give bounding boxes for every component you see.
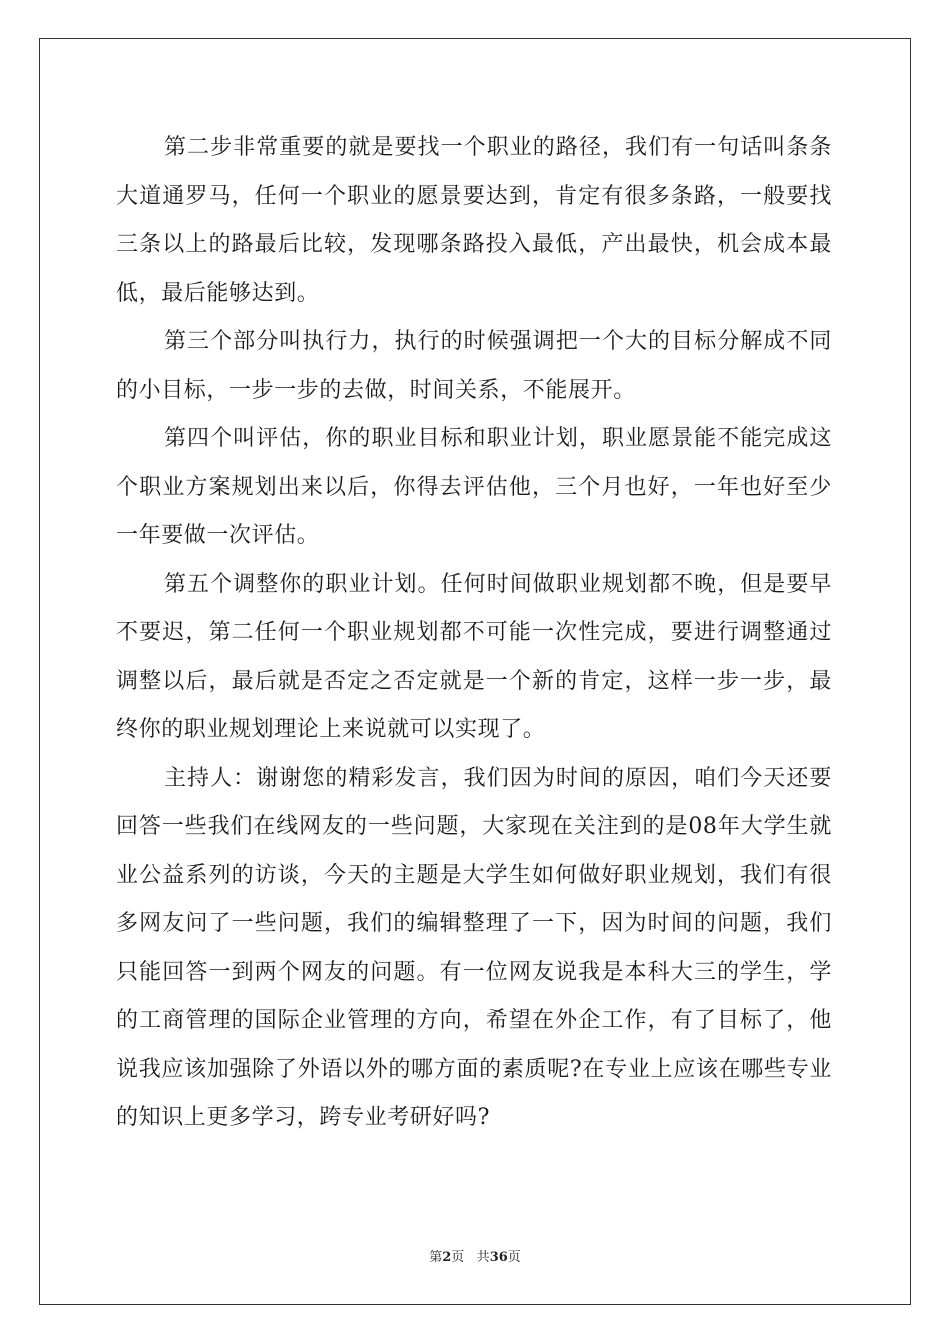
paragraph-execution: 第三个部分叫执行力，执行的时候强调把一个大的目标分解成不同的小目标，一步一步的去做，时间关系，不能展开。: [116, 329, 832, 403]
page-suffix: 页: [451, 1250, 465, 1265]
page-total: 36: [489, 1250, 508, 1265]
paragraph-evaluation: 第四个叫评估，你的职业目标和职业计划，职业愿景能不能完成这个职业方案规划出来以后，你得去评估他，三个月也好，一年也好至少一年要做一次评估。: [116, 426, 832, 548]
page-footer: [0, 1246, 950, 1265]
total-suffix: 页: [507, 1250, 521, 1265]
page-prefix: 第: [429, 1250, 443, 1265]
document-body: [116, 124, 832, 1143]
paragraph-host-question: 主持人：谢谢您的精彩发言，我们因为时间的原因，咱们今天还要回答一些我们在线网友的一些问题，大家现在关注到的是08年大学生就业公益系列的访谈，今天的主题是大学生如何做好职业规划，我们有很多网友问了一些问题，我们的编辑整理了一下，因为时间的问题，我们只能回答一到两个网友的问题。有一位网友说我是本科大三的学生，学的工商管理的国际企业管理的方向，希望在外企工作，有了目标了，他说我应该加强除了外语以外的哪方面的素质呢?在专业上应该在哪些专业的知识上更多学习，跨专业考研好吗?: [116, 765, 832, 1130]
paragraph-career-path: 第二步非常重要的就是要找一个职业的路径，我们有一句话叫条条大道通罗马，任何一个职业的愿景要达到，肯定有很多条路，一般要找三条以上的路最后比较，发现哪条路投入最低，产出最快，机会成本最低，最后能够达到。: [116, 135, 832, 306]
paragraph-adjustment: 第五个调整你的职业计划。任何时间做职业规划都不晚，但是要早不要迟，第二任何一个职业规划都不可能一次性完成，要进行调整通过调整以后，最后就是否定之否定就是一个新的肯定，这样一步一步，最终你的职业规划理论上来说就可以实现了。: [116, 571, 832, 742]
total-prefix: 共: [476, 1250, 490, 1265]
page-current: 2: [442, 1250, 452, 1265]
